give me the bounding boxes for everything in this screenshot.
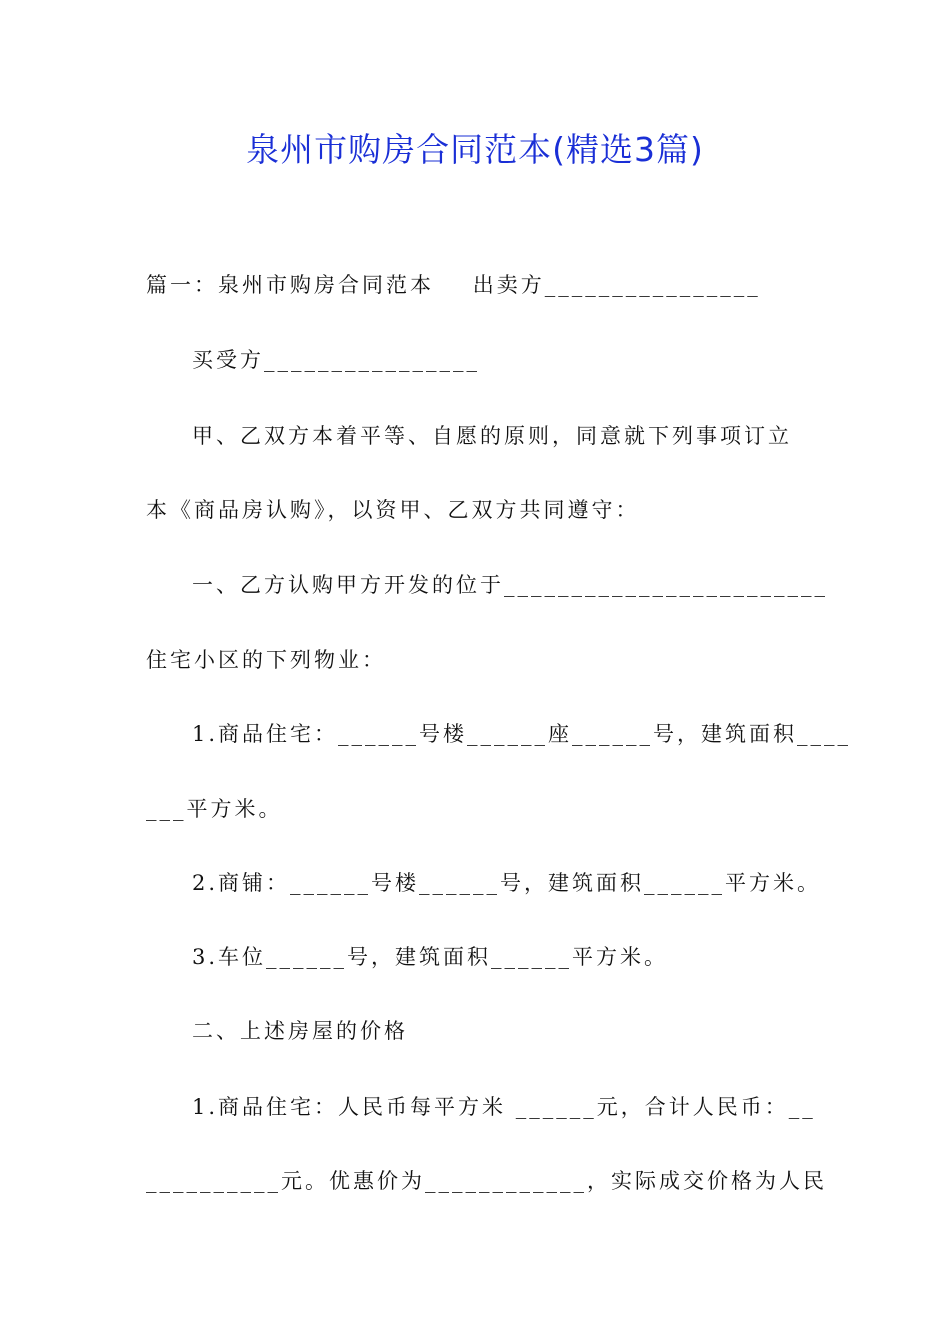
clause-two-heading: 二、上述房屋的价格	[192, 1019, 408, 1043]
parking-item-line: 3.车位______号，建筑面积______平方米。	[192, 945, 669, 969]
shop-item-line: 2.商铺：______号楼______号，建筑面积______平方米。	[192, 871, 822, 895]
section-one-heading-line: 篇一：泉州市购房合同范本 出卖方________________	[146, 273, 761, 297]
price-item-line-2: __________元。优惠价为____________，实际成交价格为人民	[146, 1169, 827, 1193]
price-item-line-1: 1.商品住宅：人民币每平方米 ______元，合计人民币：__	[192, 1095, 816, 1119]
clause-one-line-1: 一、乙方认购甲方开发的位于________________________	[192, 573, 828, 597]
intro-paragraph-line-1: 甲、乙双方本着平等、自愿的原则，同意就下列事项订立	[192, 424, 792, 448]
residence-item-line-2: ___平方米。	[146, 797, 283, 821]
intro-paragraph-line-2: 本《商品房认购》，以资甲、乙双方共同遵守：	[146, 498, 640, 522]
clause-one-line-2: 住宅小区的下列物业：	[146, 648, 386, 672]
buyer-line: 买受方________________	[192, 348, 480, 372]
document-title: 泉州市购房合同范本(精选3篇)	[246, 130, 704, 169]
residence-item-line-1: 1.商品住宅：______号楼______座______号，建筑面积____	[192, 722, 852, 746]
